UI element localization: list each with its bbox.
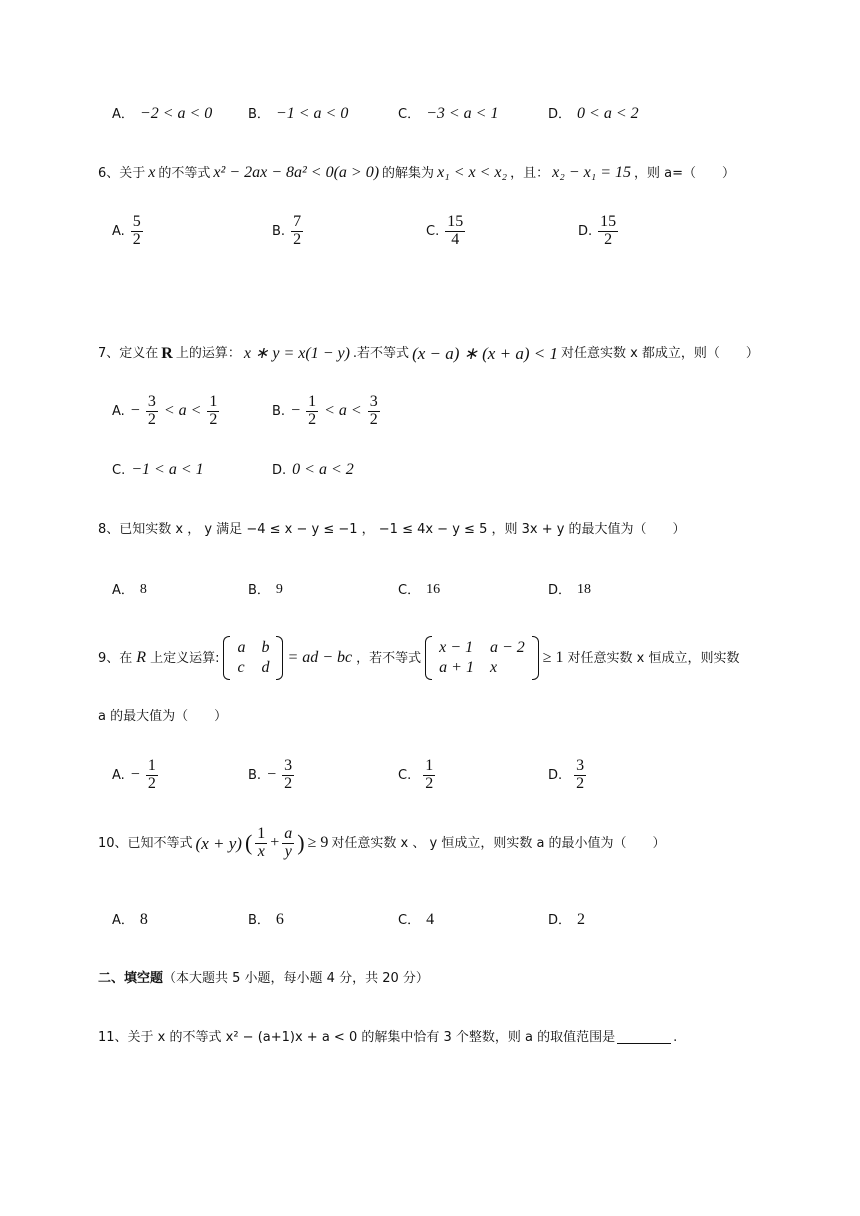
option-expr: −3 < a < 1: [426, 105, 499, 122]
section-2-heading: [98, 972, 429, 985]
q7-operation: x ∗ y = x(1 − y): [243, 344, 350, 362]
matrix-entry: a + 1: [439, 659, 474, 676]
q6-condition: x₂ − x₁ = 15: [552, 164, 632, 181]
numerator: 5: [132, 213, 141, 230]
minus-sign: −: [130, 402, 140, 420]
question-10-stem: [98, 826, 666, 861]
option-label: D．: [548, 582, 572, 598]
numerator: 7: [293, 213, 302, 230]
matrix-inequality: [425, 636, 539, 680]
numerator: 15: [447, 213, 464, 230]
numerator: 1: [209, 393, 218, 410]
matrix-entry: b: [261, 639, 270, 656]
numerator: 3: [147, 393, 156, 410]
option-label: C.: [426, 223, 440, 239]
q6-inequality: x² − 2ax − 8a² < 0(a > 0): [213, 164, 380, 181]
answer-blank[interactable]: [617, 1031, 671, 1044]
question-6-stem: [98, 165, 735, 181]
q7-option-b: [272, 394, 380, 429]
fraction: [146, 394, 158, 429]
numerator: 3: [369, 393, 378, 410]
numerator: 3: [284, 757, 293, 774]
matrix-entry: a: [237, 639, 246, 656]
denominator: 2: [604, 230, 613, 248]
q7-tail: 对任意实数 x 都成立，则（ ）: [560, 346, 759, 361]
q6-option-b: [272, 214, 303, 249]
q8-option-b: [248, 583, 283, 597]
q6-option-d: [578, 214, 618, 249]
option-label: D．: [548, 106, 572, 122]
option-value: 16: [426, 582, 441, 597]
matrix-entry: a − 2: [489, 639, 525, 656]
option-label: C．: [398, 582, 421, 598]
denominator: 2: [209, 410, 218, 428]
denominator: 2: [147, 410, 156, 428]
q9-prefix: 9、在: [98, 650, 133, 666]
q9-text: ，若不等式: [356, 650, 422, 666]
option-value: 4: [426, 911, 435, 928]
question-9-line2: [98, 710, 227, 723]
q6-prefix: 6、关于: [98, 165, 146, 181]
section-title: 二、填空题: [98, 971, 164, 986]
numerator: 1: [308, 393, 317, 410]
option-label: A.: [112, 767, 125, 783]
question-7-stem: [98, 345, 759, 362]
q10-option-a: [112, 912, 148, 928]
q9-option-c: [398, 758, 435, 793]
fraction: [445, 214, 465, 249]
numerator: 1: [425, 757, 434, 774]
option-label: B.: [272, 223, 286, 239]
q10-option-c: [398, 912, 434, 928]
q9-definition: = ad − bc: [287, 649, 353, 666]
option-label: D.: [272, 462, 287, 478]
option-label: B.: [248, 767, 262, 783]
q5-option-a: [112, 106, 212, 122]
option-label: A．: [112, 912, 134, 928]
option-label: A.: [112, 403, 125, 419]
matrix-abcd: [223, 636, 283, 680]
q7-text: 上的运算：: [175, 346, 241, 361]
denominator: 2: [147, 774, 156, 792]
q6-option-c: [426, 214, 465, 249]
q10-prefix: 10、已知不等式: [98, 835, 193, 851]
q5-option-c: [398, 106, 498, 122]
option-label: B．: [248, 912, 270, 928]
q6-text: 的解集为: [382, 165, 435, 181]
option-label: A．: [112, 106, 134, 122]
matrix-entry: c: [237, 659, 245, 676]
option-expr: −1 < a < 1: [131, 461, 204, 478]
q7-text: .若不等式: [352, 346, 410, 361]
option-expr: 0 < a < 2: [577, 105, 639, 122]
q10-factor: (x + y): [195, 833, 242, 853]
option-label: D.: [578, 223, 593, 239]
q9-option-b: [248, 758, 294, 793]
option-expr: < a <: [324, 402, 362, 420]
question-11-stem: [98, 1031, 677, 1044]
q9-text: 上定义运算:: [150, 650, 220, 666]
q11-text: 11、关于 x 的不等式 x² − (a+1)x + a < 0 的解集中恰有 3 个整数，则 a 的取值范围是: [98, 1030, 616, 1045]
fraction: [282, 758, 294, 793]
q9-ge: ≥ 1: [542, 649, 564, 666]
minus-sign: −: [130, 766, 140, 784]
fraction: [368, 394, 380, 429]
denominator: 2: [369, 410, 378, 428]
q10-option-d: [548, 912, 585, 928]
numerator: 3: [576, 757, 585, 774]
numerator: 1: [147, 757, 156, 774]
matrix-entry: d: [261, 659, 270, 676]
option-label: D．: [548, 912, 572, 928]
question-9-stem: [98, 636, 740, 680]
option-label: B．: [248, 582, 270, 598]
q7-set-r: R: [161, 344, 173, 362]
q5-option-d: [548, 106, 639, 122]
option-label: A．: [112, 582, 134, 598]
q10-option-b: [248, 912, 284, 928]
fraction: [598, 214, 618, 249]
q7-prefix: 7、定义在: [98, 346, 159, 361]
fraction: [423, 758, 435, 793]
denominator: 2: [308, 410, 317, 428]
q6-var: x: [148, 164, 156, 181]
q8-option-a: [112, 583, 147, 597]
minus-sign: −: [291, 402, 301, 420]
q9-option-a: [112, 758, 158, 793]
q6-tail: ，则 a=（ ）: [634, 165, 736, 181]
q6-option-a: [112, 214, 143, 249]
q7-inequality: (x − a) ∗ (x + a) < 1: [412, 344, 558, 363]
q7-option-c: [112, 462, 204, 478]
question-8-stem: [98, 523, 686, 536]
option-label: B．: [248, 106, 270, 122]
q9-tail: 对任意实数 x 恒成立，则实数: [567, 650, 740, 666]
fraction: [291, 214, 303, 249]
denominator: 2: [284, 774, 293, 792]
right-paren-glyph: ): [297, 830, 305, 856]
q6-solution-set: x₁ < x < x₂: [437, 164, 508, 181]
option-expr: −1 < a < 0: [275, 105, 349, 122]
option-expr: −2 < a < 0: [139, 105, 213, 122]
fraction: [207, 394, 219, 429]
matrix-entry: x: [489, 659, 498, 676]
q8-option-c: [398, 583, 440, 597]
option-value: 9: [275, 582, 283, 597]
fraction: [131, 214, 143, 249]
q9-option-d: [548, 758, 586, 793]
q8-text: 8、已知实数 x ， y 满足 −4 ≤ x − y ≤ −1 ， −1 ≤ 4x − y ≤ 5 ，则 3x + y 的最大值为（ ）: [98, 522, 686, 537]
q7-option-a: [112, 394, 219, 429]
q11-end: .: [673, 1030, 678, 1045]
option-label: C．: [398, 106, 421, 122]
option-label: D.: [548, 767, 563, 783]
option-value: 8: [139, 582, 147, 597]
denominator: 4: [451, 230, 460, 248]
option-label: C．: [398, 912, 421, 928]
denominator: 2: [425, 774, 434, 792]
option-expr: 0 < a < 2: [292, 461, 354, 478]
denominator: 2: [293, 230, 302, 248]
q8-option-d: [548, 583, 591, 597]
q5-option-b: [248, 106, 348, 122]
q10-tail: 对任意实数 x 、 y 恒成立，则实数 a 的最小值为（ ）: [331, 835, 666, 851]
matrix-entry: x − 1: [439, 639, 474, 656]
q10-ge: ≥ 9: [307, 834, 329, 852]
option-label: C.: [398, 767, 412, 783]
q9-line2: a 的最大值为（ ）: [98, 709, 228, 724]
minus-sign: −: [267, 766, 277, 784]
fraction: [306, 394, 318, 429]
fraction: $\frac{1}{x}$: [257, 825, 266, 860]
q9-set-r: R: [136, 649, 147, 666]
option-value: 2: [577, 911, 586, 928]
q6-text: ，且：: [510, 165, 550, 181]
denominator: 2: [132, 230, 141, 248]
left-paren-glyph: (: [244, 830, 253, 856]
option-value: 18: [577, 582, 592, 597]
plus-glyph: +: [270, 834, 280, 852]
option-label: C.: [112, 462, 126, 478]
numerator: 15: [600, 213, 617, 230]
q7-option-d: [272, 462, 354, 478]
option-expr: < a <: [163, 402, 202, 420]
fraction: $\frac{a}{y}$: [284, 825, 293, 860]
section-note: （本大题共 5 小题，每小题 4 分，共 20 分）: [163, 971, 429, 986]
denominator: 2: [576, 774, 585, 792]
q6-text: 的不等式: [158, 165, 211, 181]
option-value: 8: [139, 911, 148, 928]
option-label: A.: [112, 223, 125, 239]
fraction: [146, 758, 158, 793]
fraction: [574, 758, 586, 793]
option-label: B.: [272, 403, 286, 419]
option-value: 6: [275, 911, 284, 928]
